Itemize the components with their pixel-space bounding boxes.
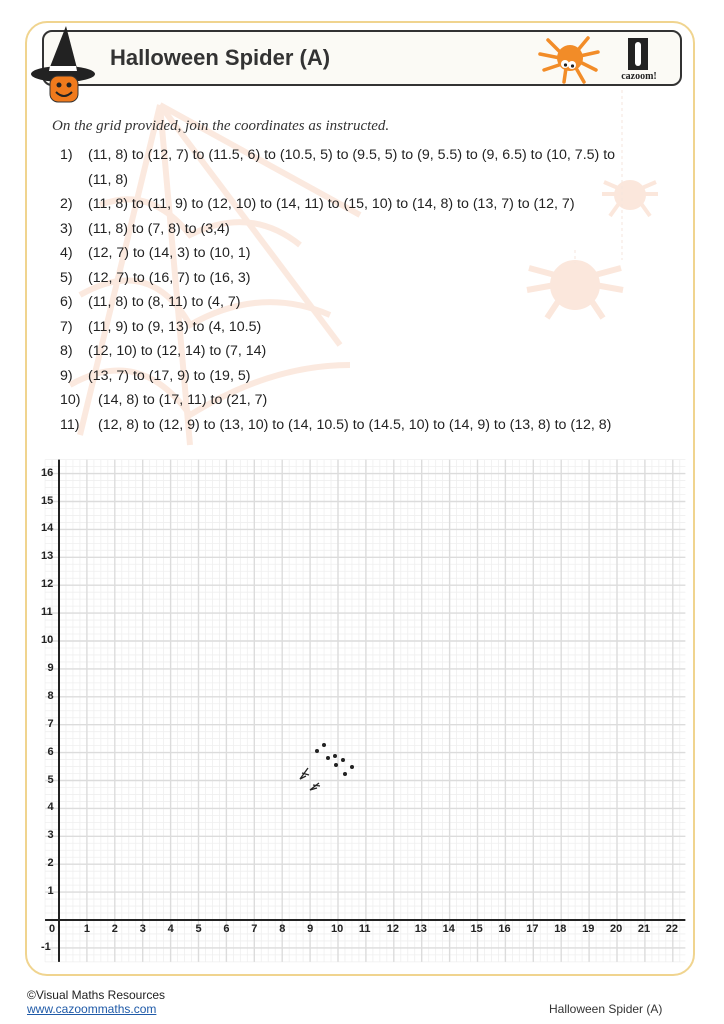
x-tick-label: 7: [251, 923, 258, 935]
page-title: Halloween Spider (A): [110, 45, 331, 70]
x-tick-label: 0: [49, 923, 56, 935]
x-tick-label: 17: [526, 923, 539, 935]
x-tick-label: 15: [470, 923, 483, 935]
y-tick-label: 11: [41, 606, 53, 619]
plotted-dots-marks: [290, 735, 370, 795]
x-tick-label: 9: [307, 923, 314, 935]
x-tick-label: 8: [279, 923, 286, 935]
x-tick-label: 6: [223, 923, 230, 935]
x-tick-label: 20: [610, 923, 623, 935]
y-tick-label: 6: [47, 745, 54, 758]
step-item: 1) (11, 8) to (12, 7) to (11.5, 6) to (10.5, 5) to (9.5, 5) to (9, 5.5) to (9, 6.5) to (10, 7.5) to: [60, 147, 616, 163]
x-tick-label: 21: [637, 923, 651, 935]
instructions-text: On the grid provided, join the coordinates as instructed.: [52, 118, 390, 134]
x-tick-label: 22: [665, 923, 679, 935]
x-tick-label: 11: [358, 923, 371, 935]
y-tick-label: 14: [41, 522, 54, 535]
x-tick-label: 14: [442, 923, 455, 935]
y-tick-label: -1: [41, 940, 51, 953]
y-tick-label: 13: [41, 550, 54, 563]
cazoom-logo: cazoom!: [614, 36, 664, 88]
x-tick-label: 4: [167, 923, 174, 935]
x-tick-label: 10: [331, 923, 344, 935]
y-tick-label: 8: [47, 689, 54, 702]
x-tick-label: 12: [386, 923, 400, 935]
y-tick-label: 4: [47, 801, 54, 814]
y-tick-label: 3: [47, 829, 54, 842]
step-item: 8) (12, 10) to (12, 14) to (7, 14): [60, 343, 267, 359]
step-item: 11) (12, 8) to (12, 9) to (13, 10) to (14, 10.5) to (14.5, 10) to (14, 9) to (13, 8) to (12, 8): [60, 416, 612, 433]
y-tick-label: 10: [41, 634, 54, 646]
y-tick-label: 5: [47, 773, 54, 786]
x-tick-label: 3: [139, 923, 146, 935]
x-tick-label: 13: [414, 923, 427, 935]
y-tick-label: 16: [41, 466, 54, 479]
step-item: 10) (14, 8) to (17, 11) to (21, 7): [60, 392, 268, 408]
x-tick-label: 19: [582, 923, 595, 935]
x-tick-label: 1: [83, 923, 91, 935]
y-tick-label: 15: [41, 494, 54, 507]
step-item: 9) (13, 7) to (17, 9) to (19, 5): [60, 367, 251, 384]
x-tick-label: 5: [195, 923, 202, 935]
footer-sheet-name: Halloween Spider (A): [549, 1002, 663, 1016]
step-item: 4) (12, 7) to (14, 3) to (10, 1): [60, 245, 251, 261]
step-item: 6) (11, 8) to (8, 11) to (4, 7): [60, 294, 241, 310]
website-link[interactable]: www.cazoommaths.com: [27, 1002, 157, 1016]
y-tick-label: 1: [47, 885, 54, 898]
step-item-continued: (11, 8): [88, 171, 128, 188]
step-item: 7) (11, 9) to (9, 13) to (4, 10.5): [60, 318, 262, 335]
step-item: 2) (11, 8) to (11, 9) to (12, 10) to (14, 11) to (15, 10) to (14, 8) to (13, 7) to (12, 7): [60, 196, 575, 212]
x-tick-label: 2: [111, 923, 118, 935]
y-tick-label: 12: [41, 578, 54, 591]
y-tick-label: 7: [47, 717, 54, 730]
footer-credits: ©Visual Maths Resources www.cazoommaths.com: [27, 988, 166, 1016]
x-tick-label: 16: [498, 923, 511, 935]
step-item: 5) (12, 7) to (16, 7) to (16, 3): [60, 269, 251, 286]
x-tick-label: 18: [554, 923, 567, 935]
y-tick-label: 9: [47, 661, 54, 674]
step-item: 3) (11, 8) to (7, 8) to (3,4): [60, 220, 230, 237]
y-tick-label: 2: [47, 857, 54, 870]
